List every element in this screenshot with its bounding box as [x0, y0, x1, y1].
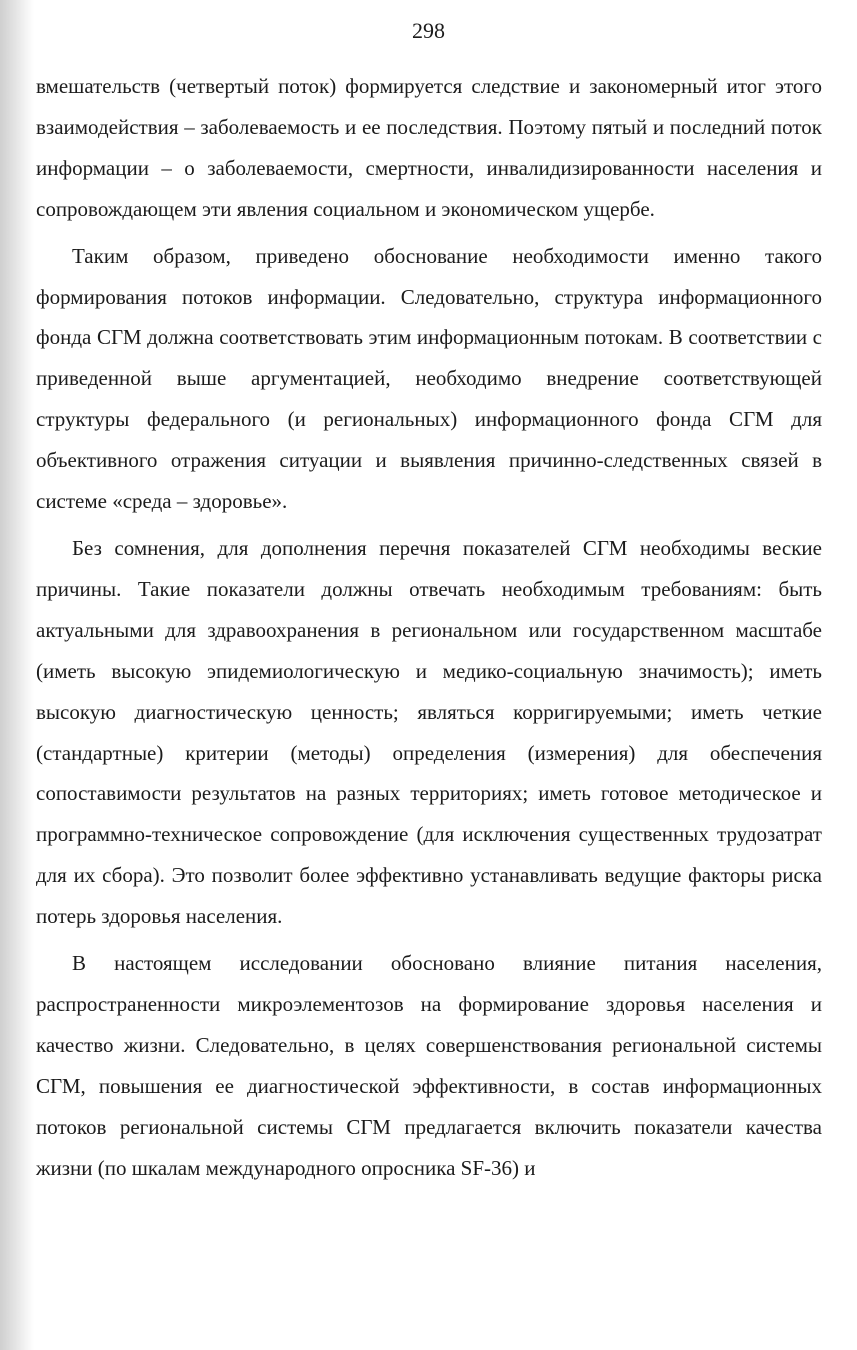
paragraph-indicator-requirements: Без сомнения, для дополнения перечня показателей СГМ необходимы веские причины. Такие показатели должны отвечать необходимым требованиям: быть актуальными для здравоохранения в региональном или государственном масштабе (иметь высокую эпидемиологическую и медико-социальную значимость); иметь высокую диагностическую ценность; являться корригируемыми; иметь четкие (стандартные) критерии (методы) определения (измерения) для обеспечения сопоставимости результатов на разных территориях; иметь готовое методическое и программно-техническое сопровождение (для исключения существенных трудозатрат для их сбора). Это позволит более эффективно устанавливать ведущие факторы риска потерь здоровья населения. — [36, 535, 822, 929]
paragraph-present-study: В настоящем исследовании обосновано влияние питания населения, распространенности микроэлементозов на формирование здоровья населения и качество жизни. Следовательно, в целях совершенствования региональной системы СГМ, повышения ее диагностической эффективности, в состав информационных потоков региональной системы СГМ предлагается включить показатели качества жизни (по шкалам международного опросника SF-36) и — [36, 951, 822, 1180]
scan-edge-shadow — [0, 0, 34, 1350]
page-number: 298 — [412, 18, 445, 43]
paragraph-continued: вмешательств (четвертый поток) формируется следствие и закономерный итог этого взаимодействия – заболеваемость и ее последствия. Поэтому пятый и последний поток информации – о заболеваемости, смертности, инвалидизированности населения и сопровождающем эти явления социальном и экономическом ущербе. — [36, 74, 822, 221]
paragraph-information-flows: Таким образом, приведено обоснование необходимости именно такого формирования потоков информации. Следовательно, структура информационного фонда СГМ должна соответствовать этим информационным потокам. В соответствии с приведенной выше аргументацией, необходимо внедрение соответствующей структуры федерального (и региональных) информационного фонда СГМ для объективного отражения ситуации и выявления причинно-следственных связей в системе «среда – здоровье». — [36, 243, 822, 514]
page-body — [36, 66, 822, 1194]
